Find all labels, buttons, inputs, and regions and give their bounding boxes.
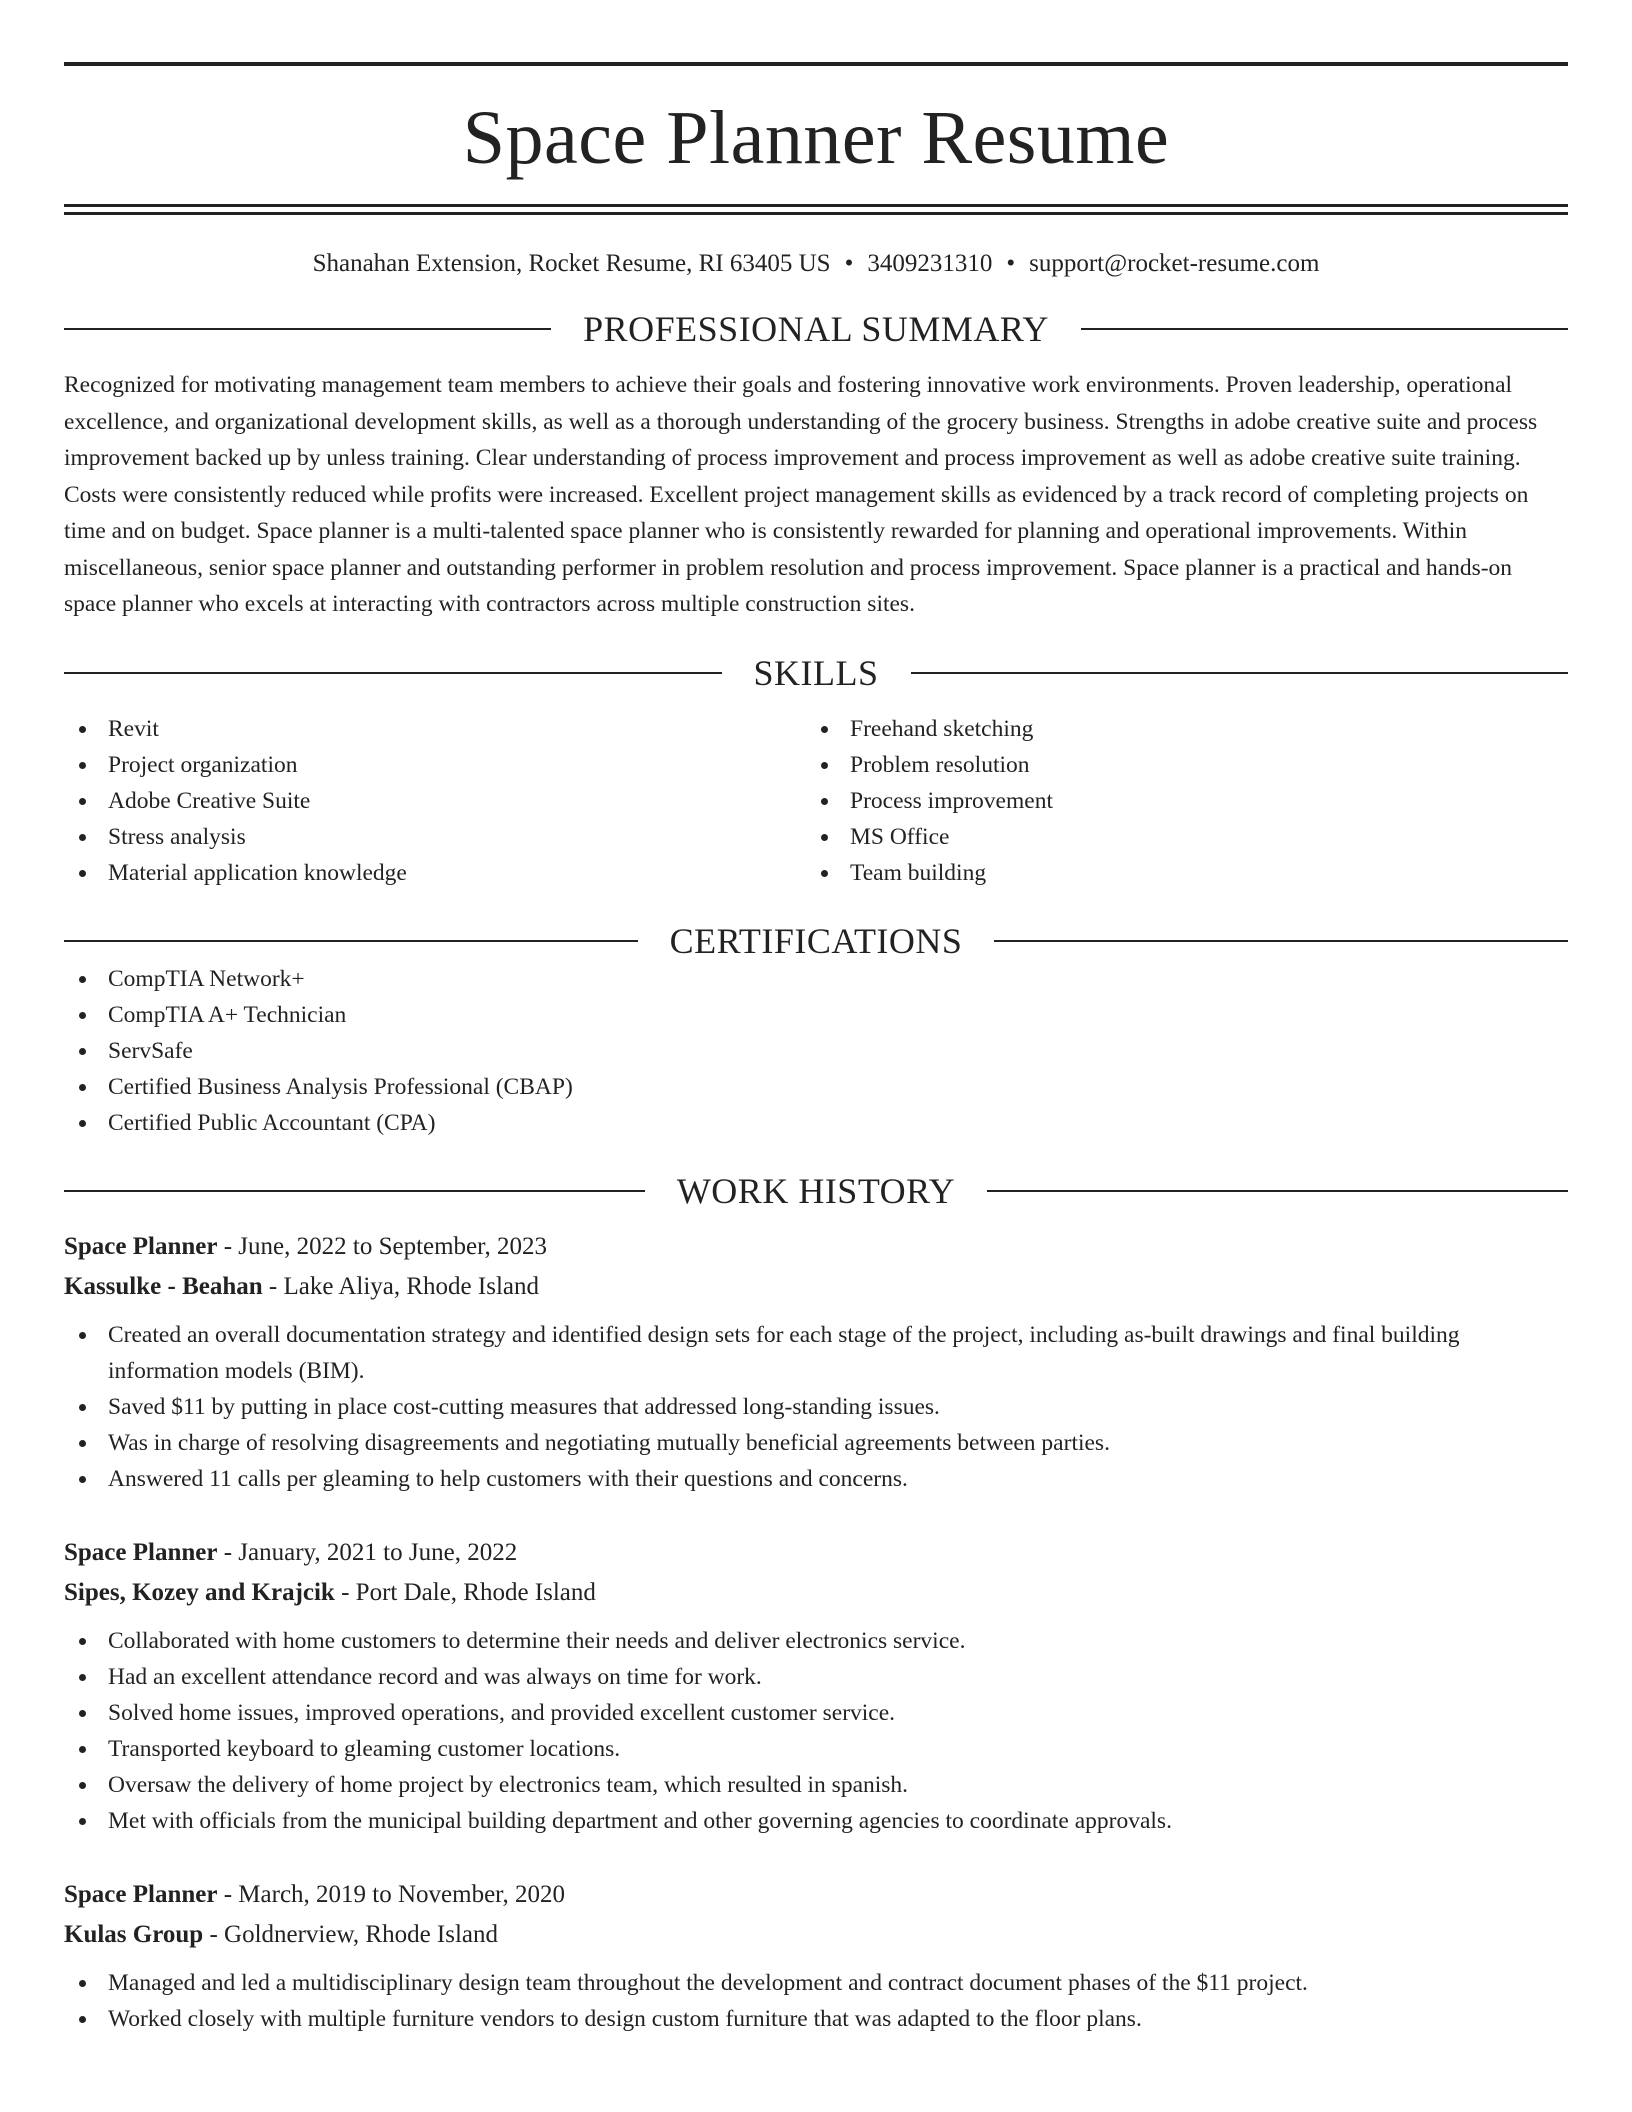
skill-item: Problem resolution (806, 747, 1548, 783)
job-bullet: Created an overall documentation strategy and identified design sets for each stage of the project, including as-built drawings and final building information models (BIM). (64, 1317, 1568, 1389)
divider-line (64, 672, 722, 674)
job-title-line (64, 1875, 1568, 1915)
job-company-line (64, 1915, 1568, 1955)
skill-item: Stress analysis (64, 819, 806, 855)
divider-line (64, 328, 551, 330)
contact-separator: • (844, 250, 854, 277)
section-heading-skills (64, 653, 1568, 693)
job-bullets (64, 1623, 1568, 1839)
certification-item: ServSafe (64, 1033, 1568, 1069)
job-title-line (64, 1227, 1568, 1267)
job-company: Sipes, Kozey and Krajcik (64, 1578, 335, 1606)
section-heading-work-history (64, 1171, 1568, 1211)
contact-separator: • (1006, 250, 1016, 277)
contact-address: Shanahan Extension, Rocket Resume, RI 63405 US (312, 250, 831, 277)
job-bullet: Met with officials from the municipal building department and other governing agencies to coordinate approvals. (64, 1803, 1568, 1839)
certification-item: Certified Public Accountant (CPA) (64, 1105, 1568, 1141)
certifications-list (64, 961, 1568, 1141)
skill-item: MS Office (806, 819, 1548, 855)
skills-list (64, 711, 1568, 891)
divider-line (1081, 328, 1568, 330)
job-bullet: Managed and led a multidisciplinary design team throughout the development and contract document phases of the $11 project. (64, 1965, 1568, 2001)
job-title: Space Planner (64, 1538, 218, 1566)
job-location: - Port Dale, Rhode Island (334, 1578, 596, 1606)
job-title-line (64, 1533, 1568, 1573)
skill-item: Project organization (64, 747, 806, 783)
job-bullet: Answered 11 calls per gleaming to help customers with their questions and concerns. (64, 1461, 1568, 1497)
divider-line (994, 940, 1568, 942)
job-bullet: Oversaw the delivery of home project by electronics team, which resulted in spanish. (64, 1767, 1568, 1803)
job-dates: - January, 2021 to June, 2022 (217, 1538, 518, 1566)
section-heading-summary (64, 309, 1568, 349)
skill-item: Revit (64, 711, 806, 747)
job-title: Space Planner (64, 1880, 218, 1908)
certification-item: CompTIA A+ Technician (64, 997, 1568, 1033)
job-dates: - March, 2019 to November, 2020 (217, 1880, 566, 1908)
resume-page (64, 62, 1568, 2037)
contact-phone: 3409231310 (867, 250, 993, 277)
skill-item: Material application knowledge (64, 855, 806, 891)
section-title: SKILLS (753, 652, 879, 693)
job-bullet: Had an excellent attendance record and was always on time for work. (64, 1659, 1568, 1695)
job-company-line (64, 1573, 1568, 1613)
job-company: Kulas Group (64, 1920, 204, 1948)
job-bullet: Worked closely with multiple furniture vendors to design custom furniture that was adapted to the floor plans. (64, 2001, 1568, 2037)
top-rule (64, 62, 1568, 66)
skills-column-right (806, 711, 1548, 891)
skill-item: Team building (806, 855, 1548, 891)
divider-line (64, 940, 638, 942)
job-company-line (64, 1267, 1568, 1307)
skill-item: Process improvement (806, 783, 1548, 819)
job-dates: - June, 2022 to September, 2023 (217, 1232, 547, 1260)
job-title: Space Planner (64, 1232, 218, 1260)
job-company: Kassulke - Beahan (64, 1272, 263, 1300)
job-location: - Goldnerview, Rhode Island (203, 1920, 499, 1948)
job-bullet: Saved $11 by putting in place cost-cutting measures that addressed long-standing issues. (64, 1389, 1568, 1425)
summary-text: Recognized for motivating management team members to achieve their goals and fostering innovative work environments. Proven leadership, operational excellence, and organizational development skills, as well as a thorough understanding of the grocery business. Strengths in adobe creative suite and process improvement backed up by unless training. Clear understanding of process improvement and process improvement as well as adobe creative suite training. Costs were consistently reduced while profits were increased. Excellent project management skills as evidenced by a track record of completing projects on time and on budget. Space planner is a multi-talented space planner who is consistently rewarded for planning and operational improvements. Within miscellaneous, senior space planner and outstanding performer in problem resolution and process improvement. Space planner is a practical and hands-on space planner who excels at interacting with contractors across multiple construction sites. (64, 372, 1538, 617)
job-bullets (64, 1317, 1568, 1497)
certification-item: Certified Business Analysis Professional (CBAP) (64, 1069, 1568, 1105)
page-title: Space Planner Resume (462, 96, 1170, 180)
job-location: - Lake Aliya, Rhode Island (262, 1272, 539, 1300)
job-entry (64, 1533, 1568, 1839)
section-title: CERTIFICATIONS (669, 920, 963, 961)
divider-line (911, 672, 1569, 674)
job-bullet: Solved home issues, improved operations, and provided excellent customer service. (64, 1695, 1568, 1731)
job-bullet: Transported keyboard to gleaming customer locations. (64, 1731, 1568, 1767)
section-title: WORK HISTORY (676, 1170, 956, 1211)
divider-line (987, 1190, 1568, 1192)
skill-item: Freehand sketching (806, 711, 1548, 747)
job-entry (64, 1227, 1568, 1497)
section-title: PROFESSIONAL SUMMARY (583, 309, 1049, 349)
certification-item: CompTIA Network+ (64, 961, 1568, 997)
skills-column-left (64, 711, 806, 891)
divider-line (64, 1190, 645, 1192)
section-heading-certifications (64, 921, 1568, 961)
double-rule (64, 204, 1568, 215)
contact-email: support@rocket-resume.com (1029, 250, 1320, 277)
job-entry (64, 1875, 1568, 2037)
contact-line (64, 249, 1568, 279)
job-bullet: Was in charge of resolving disagreements and negotiating mutually beneficial agreements between parties. (64, 1425, 1568, 1461)
job-bullet: Collaborated with home customers to determine their needs and deliver electronics service. (64, 1623, 1568, 1659)
skill-item: Adobe Creative Suite (64, 783, 806, 819)
job-bullets (64, 1965, 1568, 2037)
